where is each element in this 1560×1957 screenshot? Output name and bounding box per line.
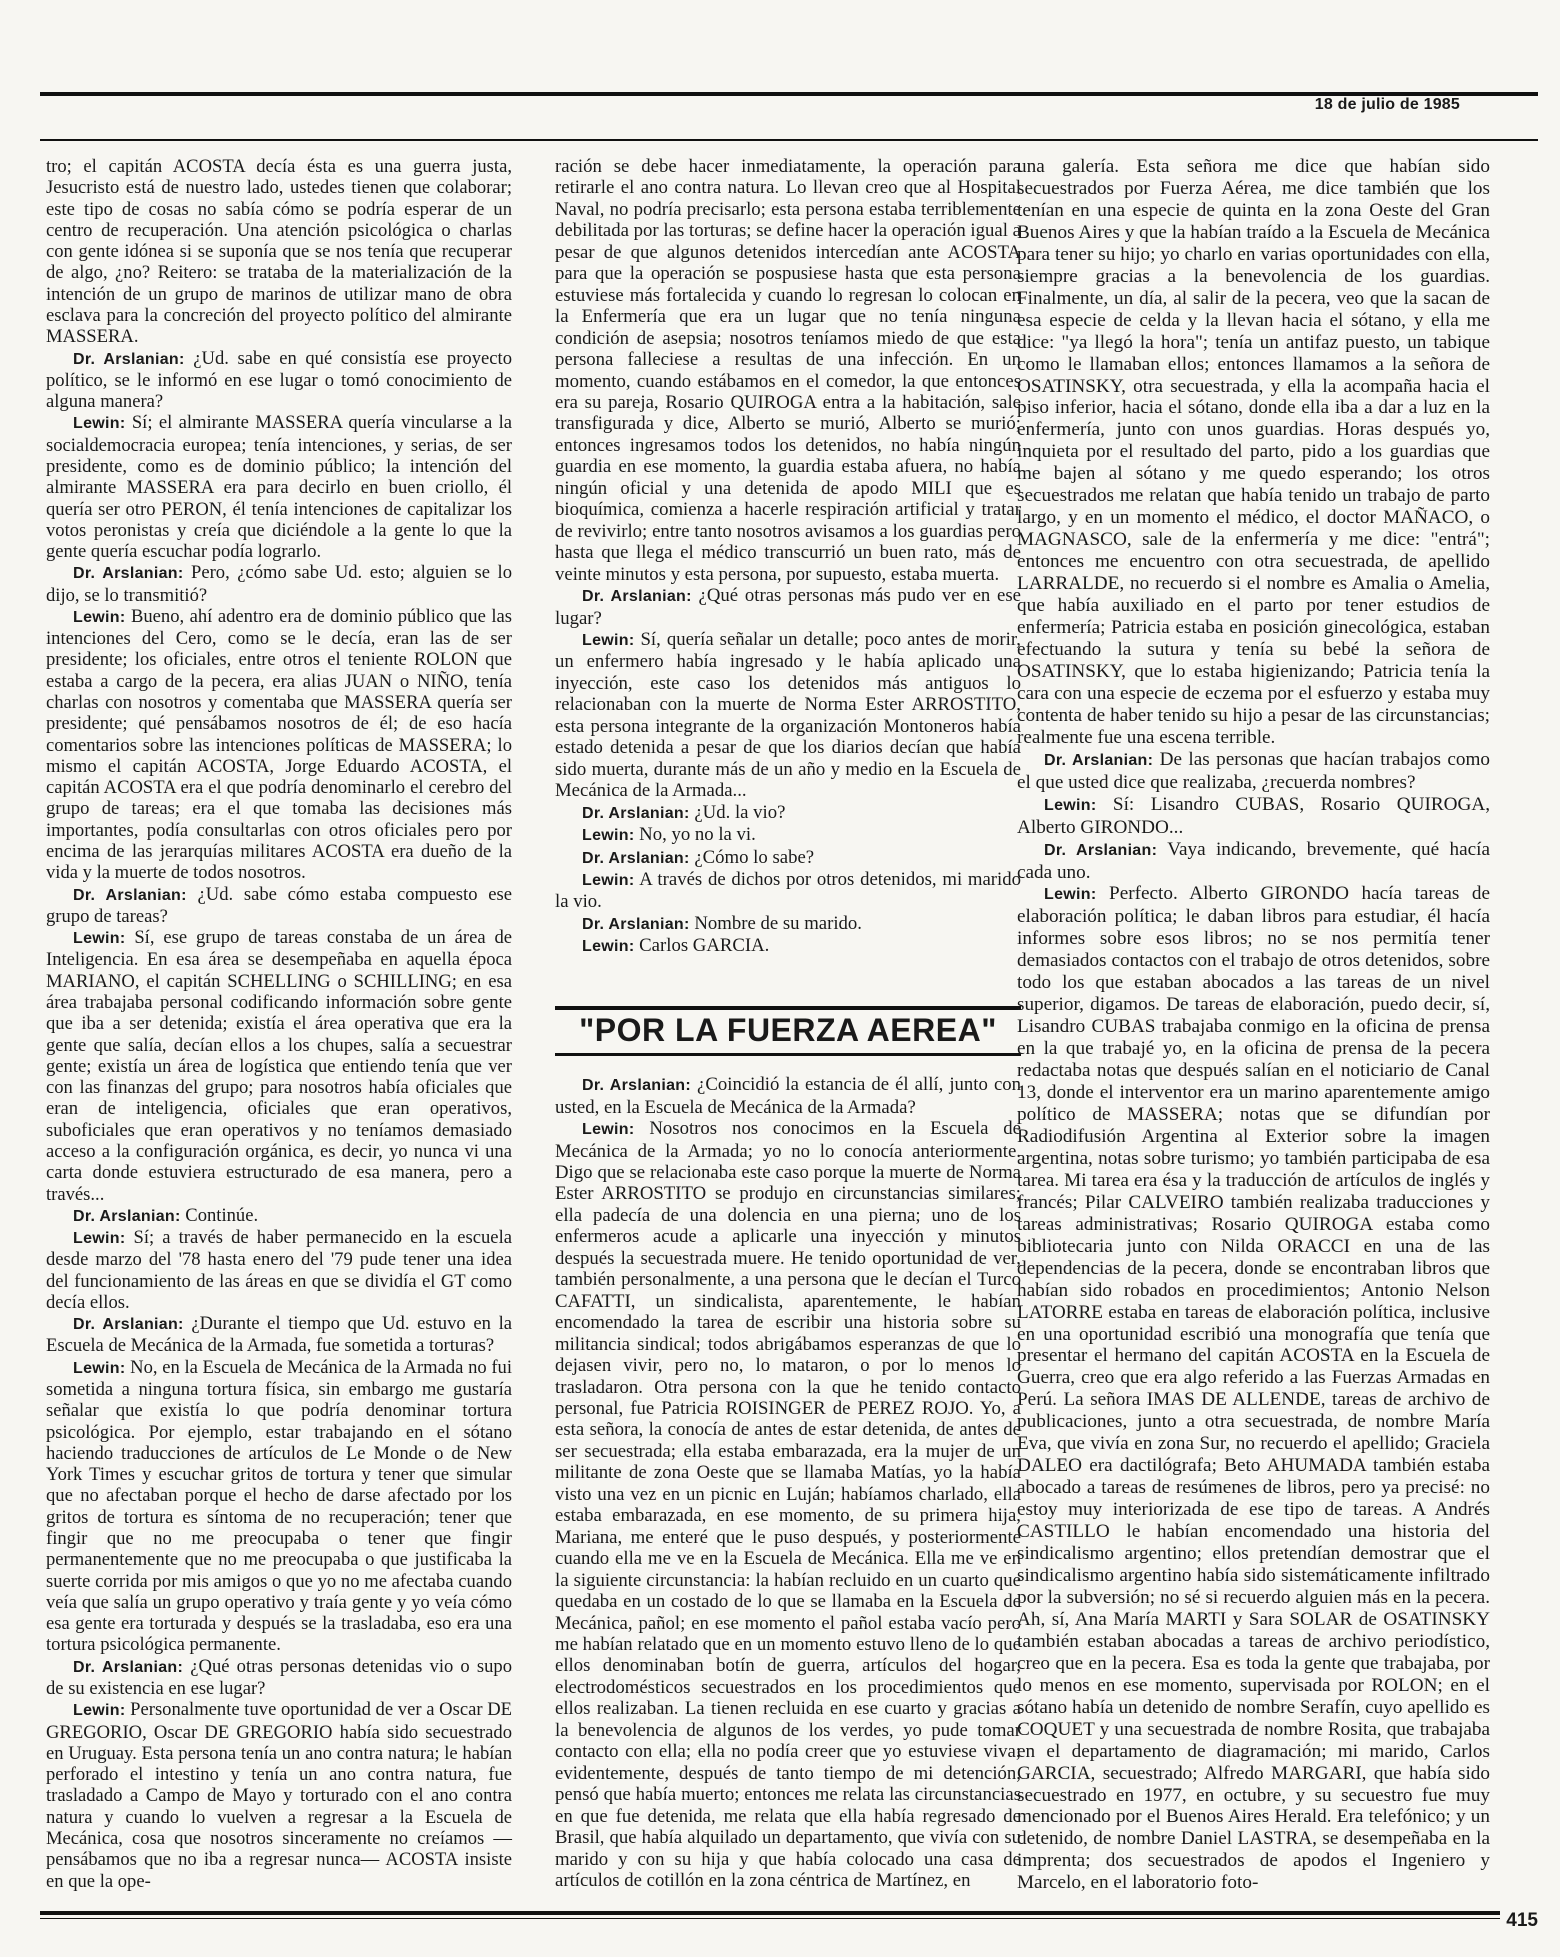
column-2	[555, 156, 1021, 1891]
speaker-label: Dr. Arslanian:	[1044, 751, 1154, 769]
paragraph	[555, 629, 1021, 802]
paragraph-text: Personalmente tuve oportunidad de ver a Oscar DE GREGORIO, Oscar DE GREGORIO había sido secuestrado en Uruguay. Esta persona tenía un ano contra natura; le habían perforado el intestino y tenía un ano contra natura, fue trasladado a Campo de Mayo y torturado con el ano contra natura y cuando lo vuelven a regresar a la Escuela de Mecánica, cosa que nosotros sinceramente no creíamos —pensábamos que no iba a regresar nunca— ACOSTA insiste en que la ope-	[46, 1699, 512, 1892]
paragraph-text: A través de dichos por otros detenidos, mi marido la vio.	[555, 868, 1022, 913]
top-rule	[40, 92, 1538, 96]
paragraph-text: Nombre de su marido.	[694, 912, 862, 934]
paragraph-text: ¿Coincidió la estancia de él allí, junto con usted, en la Escuela de Mecánica de la Armada?	[555, 1074, 1022, 1118]
speaker-label: Dr. Arslanian:	[73, 1316, 184, 1334]
paragraph-text: ¿Qué otras personas más pudo ver en ese lugar?	[555, 585, 1021, 629]
speaker-label: Dr. Arslanian:	[582, 849, 690, 867]
paragraph-text: ¿Ud. sabe cómo estaba compuesto ese grupo de tareas?	[46, 883, 513, 927]
paragraph	[46, 884, 512, 928]
speaker-label: Lewin:	[1044, 796, 1097, 814]
paragraph-text: Perfecto. Alberto GIRONDO hacía tareas de elaboración política; le daban libros para estudiar, él hacía informes sobre esos libros; no se nos permitía tener demasiados contactos con el trabajo de otros detenidos, sobre todo los que estaban abocados a las tareas de un nivel superior, digamos. De tareas de elaboración, puedo decir, sí, Lisandro CUBAS trabajaba conmigo en la oficina de prensa en la que trabajé yo, en la oficina de prensa de la pecera redactaba notas que después salían en el noticiario de Canal 13, donde el interventor era un marino aparentemente amigo político de MASSERA; notas que se difundían por Radiodifusión Argentina al Exterior sobre la imagen argentina, notas sobre turismo; yo también participaba de esa tarea. Mi tarea era ésa y la traducción de artículos de inglés y francés; Pilar CALVEIRO también realizaba traducciones y tareas administrativas; Rosario QUIROGA estaba como bibliotecaria junto con Nilda ORACCI en una de las dependencias de la pecera, donde se encontraban libros que habían sido robados en procedimientos; Antonio Nelson LATORRE estaba en tareas de elaboración política, inclusive en una oportunidad escribió una monografía que tenía que presentar el hermano del capitán ACOSTA en la Escuela de Guerra, creo que era algo referido a las Fuerzas Armadas en Perú. La señora IMAS DE ALLENDE, tareas de archivo de publicaciones, junto a otra secuestrada, de nombre María Eva, que vivía en zona Sur, no recuerdo el apellido; Graciela DALEO era dactilógrafa; Beto AHUMADA también estaba abocado a tareas de resúmenes de libros, pero ya precisé: no estoy muy interiorizada de ese tipo de tareas. A Andrés CASTILLO le habían encomendado una historia del sindicalismo argentino; ellos pretendían demostrar que el sindicalismo argentino había sido sistemáticamente infiltrado por la subversión; no sé si recuerdo alguien más en la pecera. Ah, sí, Ana María MARTI y Sara SOLAR de OSATINSKY también estaban abocadas a tareas de archivo periodístico, creo que en la pecera. Esa es toda la gente que trabajaba, por lo menos en ese momento, supervisada por ROLON; en el sótano había un detenido de nombre Serafín, cuyo apellido es COQUET y una secuestrada de nombre Rosita, que trabajaba en el departamento de diagramación; mi marido, Carlos GARCIA, secuestrado; Alfredo MARGARI, que había sido secuestrado en 1977, en octubre, y su secuestro fue muy mencionado por el Buenos Aires Herald. Era telefónico; y un detenido, de nombre Daniel LASTRA, se desempeñaba en la imprenta; dos secuestrados de apodos el Ingeniero y Marcelo, en el laboratorio foto-	[1017, 883, 1490, 1894]
paragraph	[555, 585, 1021, 629]
paragraph	[46, 606, 512, 884]
paragraph-text: una galería. Esta señora me dice que habían sido secuestrados por Fuerza Aérea, me dice también que los tenían en una especie de quinta en la zona Oeste del Gran Buenos Aires y que la habían traído a la Escuela de Mecánica para tener su hijo; yo charlo en varias oportunidades con ella, siempre gracias a la benevolencia de los guardias. Finalmente, un día, al salir de la pecera, veo que la sacan de esa especie de celda y la llevan hacia el sótano, y ella me dice: "ya llegó la hora"; tenía un antifaz puesto, un tabique como le llamaban ellos; entonces llamamos a la señora de OSATINSKY, otra secuestrada, y ella la acompaña hacia el piso inferior, hacia el sótano, donde ella iba a dar a luz en la enfermería, junto con unos guardias. Horas después yo, inquieta por el resultado del parto, pido a los guardias que me bajen al sótano y me quedo esperando; los otros secuestrados me relatan que había tenido un trabajo de parto largo, y en un momento el médico, el doctor MAÑACO, o MAGNASCO, sale de la enfermería y me dice: "entrá"; entonces me encuentro con otra secuestrada, de apellido LARRALDE, no recuerdo si el nombre es Amalia o Amelia, que había auxiliado en el parto por tener estudios de enfermería; Patricia estaba en posición ginecológica, estaban efectuando la sutura y tenía su bebé la señora de OSATINSKY, que lo estaba higienizando; Patricia tenía la cara con una especie de eczema por el esfuerzo y estaba muy contenta de haber tenido su hijo a pesar de las circunstancias; realmente fue una escena terrible.	[1017, 156, 1490, 748]
paragraph	[46, 348, 512, 413]
speaker-label: Dr. Arslanian:	[73, 1207, 181, 1225]
paragraph	[46, 412, 512, 562]
paragraph-text: Pero, ¿cómo sabe Ud. esto; alguien se lo dijo, se lo transmitió?	[46, 562, 512, 606]
speaker-label: Lewin:	[73, 1230, 126, 1248]
paragraph-text: ¿Ud. la vio?	[694, 801, 786, 823]
paragraph-text: ración se debe hacer inmediatamente, la operación para retirarle el ano contra natura. Lo llevan creo que al Hospital Naval, no podría precisarlo; esta persona estaba terriblemente debilitada por las torturas; se define hacer la operación igual a pesar de que algunos detenidos intercedían ante ACOSTA para que la operación se pospusiese hasta que esta persona estuviese más fortalecida y cuando lo regresan lo colocan en la Enfermería que era un lugar que no tenía ninguna condición de asepsia; nosotros teníamos miedo de que esta persona falleciese a resultas de una infección. En un momento, cuando estábamos en el comedor, la que entonces era su pareja, Rosario QUIROGA entra a la habitación, sale transfigurada y dice, Alberto se murió, Alberto se murió; entonces ingresamos todos los detenidos, no había ningún guardia en ese momento, la guardia estaba afuera, no había ningún oficial y una detenida de apodo MILI que es bioquímica, comienza a hacerle respiración artificial y tratar de revivirlo; entre tanto nosotros avisamos a los guardias pero hasta que llega el médico transcurrió un buen rato, más de veinte minutos y esta persona, por supuesto, estaba muerta.	[555, 156, 1021, 585]
speaker-label: Lewin:	[73, 415, 126, 433]
paragraph	[1017, 749, 1490, 794]
paragraph	[555, 156, 1021, 585]
paragraph-text: Sí: Lisandro CUBAS, Rosario QUIROGA, Alberto GIRONDO...	[1017, 793, 1490, 838]
paragraph	[46, 927, 512, 1205]
column-3	[1017, 156, 1490, 1894]
paragraph	[46, 1656, 512, 1700]
paragraph-text: No, yo no la vi.	[639, 824, 756, 846]
paragraph	[1017, 156, 1490, 749]
speaker-label: Lewin:	[73, 1359, 126, 1377]
speaker-label: Lewin:	[1044, 886, 1097, 904]
speaker-label: Lewin:	[582, 938, 635, 956]
paragraph	[46, 156, 512, 348]
speaker-label: Lewin:	[582, 1121, 635, 1139]
speaker-label: Lewin:	[582, 631, 635, 649]
paragraph	[555, 802, 1021, 824]
section-headline: "POR LA FUERZA AEREA"	[555, 1006, 1021, 1056]
paragraph-text: Sí; el almirante MASSERA quería vincularse a la socialdemocracia europea; tenía intenciones, y serias, de ser presidente, como es de dominio público; la intención del almirante MASSERA era para decirlo en buen criollo, él quería ser otro PERON, él tenía intenciones de capitalizar los votos peronistas y creía que diciéndole a la gente lo que la gente quería escuchar podía lograrlo.	[46, 412, 512, 563]
paragraph-text: ¿Ud. sabe en qué consistía ese proyecto político, se le informó en ese lugar o tomó conocimiento de alguna manera?	[46, 347, 512, 413]
paragraph-text: Sí, ese grupo de tareas constaba de un área de Inteligencia. En esa área se desempeñaba en aquella época MARIANO, el capitán SCHELLING o SCHILLING; en esa área trabajaba personal codificando información sobre gente que iba a ser detenida; existía el área operativa que era la gente que salía, decían ellos a los chupes, salía a secuestrar gente; existía un área de logística que entiendo tenía que ver con las finanzas del grupo; para nosotros había oficiales que eran de inteligencia, oficiales que eran operativos, suboficiales que eran operativos y no teníamos demasiado acceso a la configuración orgánica, es decir, yo nunca vi una carta donde estuviera estructurado de esa manera, pero a través...	[46, 927, 512, 1205]
paragraph	[46, 1313, 512, 1357]
paragraph-text: ¿Cómo lo sabe?	[694, 846, 815, 868]
paragraph-text: tro; el capitán ACOSTA decía ésta es una guerra justa, Jesucristo está de nuestro lado, ustedes tienen que colaborar; este tipo de cosas no sabía cómo se podría esperar de un centro de recuperación. Una atención psicológica o charlas con gente idónea si se suponía que se nos tenía que recuperar de algo, ¿no? Reitero: se trataba de la materialización de la intención de un grupo de marinos de utilizar mano de obra esclava para la concreción del proyecto político del almirante MASSERA.	[46, 156, 512, 348]
header-date: 18 de julio de 1985	[1314, 96, 1460, 113]
speaker-label: Lewin:	[73, 930, 126, 948]
speaker-label: Dr. Arslanian:	[73, 350, 185, 368]
speaker-label: Dr. Arslanian:	[582, 804, 690, 822]
paragraph	[46, 1227, 512, 1313]
paragraph	[46, 1357, 512, 1656]
paragraph-text: Sí, quería señalar un detalle; poco antes de morir, un enfermero había ingresado y le había aplicado una inyección, este caso los detenidos más antiguos lo relacionaban con la muerte de Norma Ester ARROSTITO, esta persona integrante de la organización Montoneros había estado detenida a pesar de que los diarios decían que había sido muerta, durante más de un año y medio en la Escuela de Mecánica de la Armada...	[555, 628, 1021, 802]
paragraph	[555, 913, 1021, 935]
paragraph-text: Bueno, ahí adentro era de dominio público que las intenciones del Cero, como se le decía, eran las de ser presidente; los oficiales, entre otros el teniente ROLON que estaba a cargo de la pecera, era alias JUAN o NIÑO, tenía charlas con nosotros y comentaba que MASSERA quería ser presidente; qué pensábamos nosotros de él; de eso hacía comentarios sobre las intenciones políticas de MASSERA; lo mismo el capitán ACOSTA, Jorge Eduardo ACOSTA, el capitán ACOSTA era el que podría denominarlo el cerebro del grupo de tareas; era el que tomaba las decisiones más importantes, podía consultarlas con otros oficiales pero por encima de las jerarquías militares ACOSTA era dueño de la vida y la muerte de todos nosotros.	[46, 605, 512, 884]
top-rule-thin	[40, 139, 1538, 141]
paragraph-text: Carlos GARCIA.	[639, 935, 770, 957]
paragraph-text: No, en la Escuela de Mecánica de la Armada no fui sometida a ninguna tortura física, sin embargo me gustaría señalar que existía lo que podría denominar tortura psicológica. Por ejemplo, estar trabajando en el sótano haciendo traducciones de artículos de Le Monde o de New York Times y escuchar gritos de tortura y tener que simular que no afectaban porque el hecho de darse afectado por los gritos de tortura es síntoma de no recuperación; tener que fingir que no me preocupaba o tener que fingir permanentemente que no me preocupaba o que justificaba la suerte corrida por mis amigos o que yo no me afectaba cuando veía que salía un grupo operativo y traía gente y yo veía cómo esa gente era torturada y después se la trasladaba, eso era una tortura psicológica permanente.	[46, 1356, 512, 1656]
paragraph	[1017, 794, 1490, 839]
speaker-label: Dr. Arslanian:	[582, 915, 690, 933]
paragraph	[555, 869, 1021, 913]
speaker-label: Dr. Arslanian:	[582, 588, 692, 606]
paragraph-text: Sí; a través de haber permanecido en la escuela desde marzo del '78 hasta enero del '79 pude tener una idea del funcionamiento de las áreas en que se dividía el GT como decía ellos.	[46, 1227, 512, 1313]
speaker-label: Dr. Arslanian:	[73, 886, 187, 904]
paragraph	[46, 1699, 512, 1892]
paragraph	[1017, 839, 1490, 884]
speaker-label: Lewin:	[73, 1702, 126, 1720]
speaker-label: Dr. Arslanian:	[582, 1077, 691, 1095]
column-1	[46, 156, 512, 1892]
speaker-label: Dr. Arslanian:	[73, 565, 184, 583]
paragraph	[555, 847, 1021, 869]
paragraph	[555, 1074, 1021, 1118]
paragraph-text: Nosotros nos conocimos en la Escuela de Mecánica de la Armada; yo no lo conocía anteriormente. Digo que se relacionaba este caso porque la muerte de Norma Ester ARROSTITO se produjo en circunstancias similares; ella padecía de una dolencia en una pierna; uno de los enfermeros acude a aplicarle una inyección y minutos después la secuestrada muere. He tenido oportunidad de ver, también personalmente, a una persona que le decían el Turco CAFATTI, un sindicalista, aparentemente, le habían encomendado la tarea de escribir una historia sobre su militancia sindical; todos abrigábamos esperanzas de que lo dejasen vivir, pero no, lo mataron, o por lo menos lo trasladaron. Otra persona con la que he tenido contacto personal, fue Patricia ROISINGER de PEREZ ROJO. Yo, a esta señora, la conocía de antes de estar detenida, de antes de ser secuestrada; ella estaba embarazada, era la mujer de un militante de zona Oeste que se llamaba Matías, yo la había visto una vez en un picnic en Luján; habíamos charlado, ella estaba embarazada, en ese momento, de su primera hija, Mariana, me enteré que le puso después, y posteriormente cuando ella me ve en la Escuela de Mecánica. Ella me ve en la siguiente circunstancia: la habían recluido en un cuarto que quedaba en un costado de lo que se llamaba en la Escuela de Mecánica, pañol; en ese momento el pañol estaba vacío pero me habían relatado que en un momento estuvo lleno de lo que ellos denominaban botín de guerra, artículos del hogar, electrodomésticos secuestrados en los procedimientos que ellos realizaban. La tienen recluida en ese cuarto y gracias a la benevolencia de algunos de los verdes, yo pude tomar contacto con ella; ella no podía creer que yo estuviese viva; evidentemente, después de tanto tiempo de mi detención, pensó que había muerto; entonces me relata las circunstancias en que fue detenida, me relata que ella había regresado de Brasil, que había alquilado un departamento, que vivía con su marido y con su hija y que había colocado una casa de artículos de cotillón en la zona céntrica de Martínez, en	[555, 1118, 1021, 1891]
paragraph	[555, 824, 1021, 846]
page-number: 415	[1506, 1910, 1538, 1931]
paragraph-text: Vaya indicando, brevemente, qué hacía cada uno.	[1017, 838, 1491, 883]
bottom-rule-thin	[40, 1918, 1500, 1919]
speaker-label: Lewin:	[582, 871, 635, 889]
speaker-label: Lewin:	[73, 608, 126, 626]
paragraph-text: ¿Durante el tiempo que Ud. estuvo en la Escuela de Mecánica de la Armada, fue sometida a torturas?	[46, 1313, 512, 1357]
paragraph	[46, 562, 512, 606]
bottom-rule	[40, 1911, 1500, 1915]
paragraph-text: De las personas que hacían trabajos como el que usted dice que realizaba, ¿recuerda nombres?	[1017, 748, 1491, 793]
speaker-label: Dr. Arslanian:	[1044, 841, 1158, 859]
paragraph-text: Continúe.	[185, 1204, 259, 1226]
speaker-label: Lewin:	[582, 827, 635, 845]
paragraph	[1017, 883, 1490, 1894]
paragraph	[555, 1118, 1021, 1891]
paragraph	[555, 935, 1021, 957]
speaker-label: Dr. Arslanian:	[73, 1658, 184, 1676]
paragraph	[46, 1205, 512, 1227]
paragraph-text: ¿Qué otras personas detenidas vio o supo de su existencia en ese lugar?	[46, 1655, 512, 1699]
